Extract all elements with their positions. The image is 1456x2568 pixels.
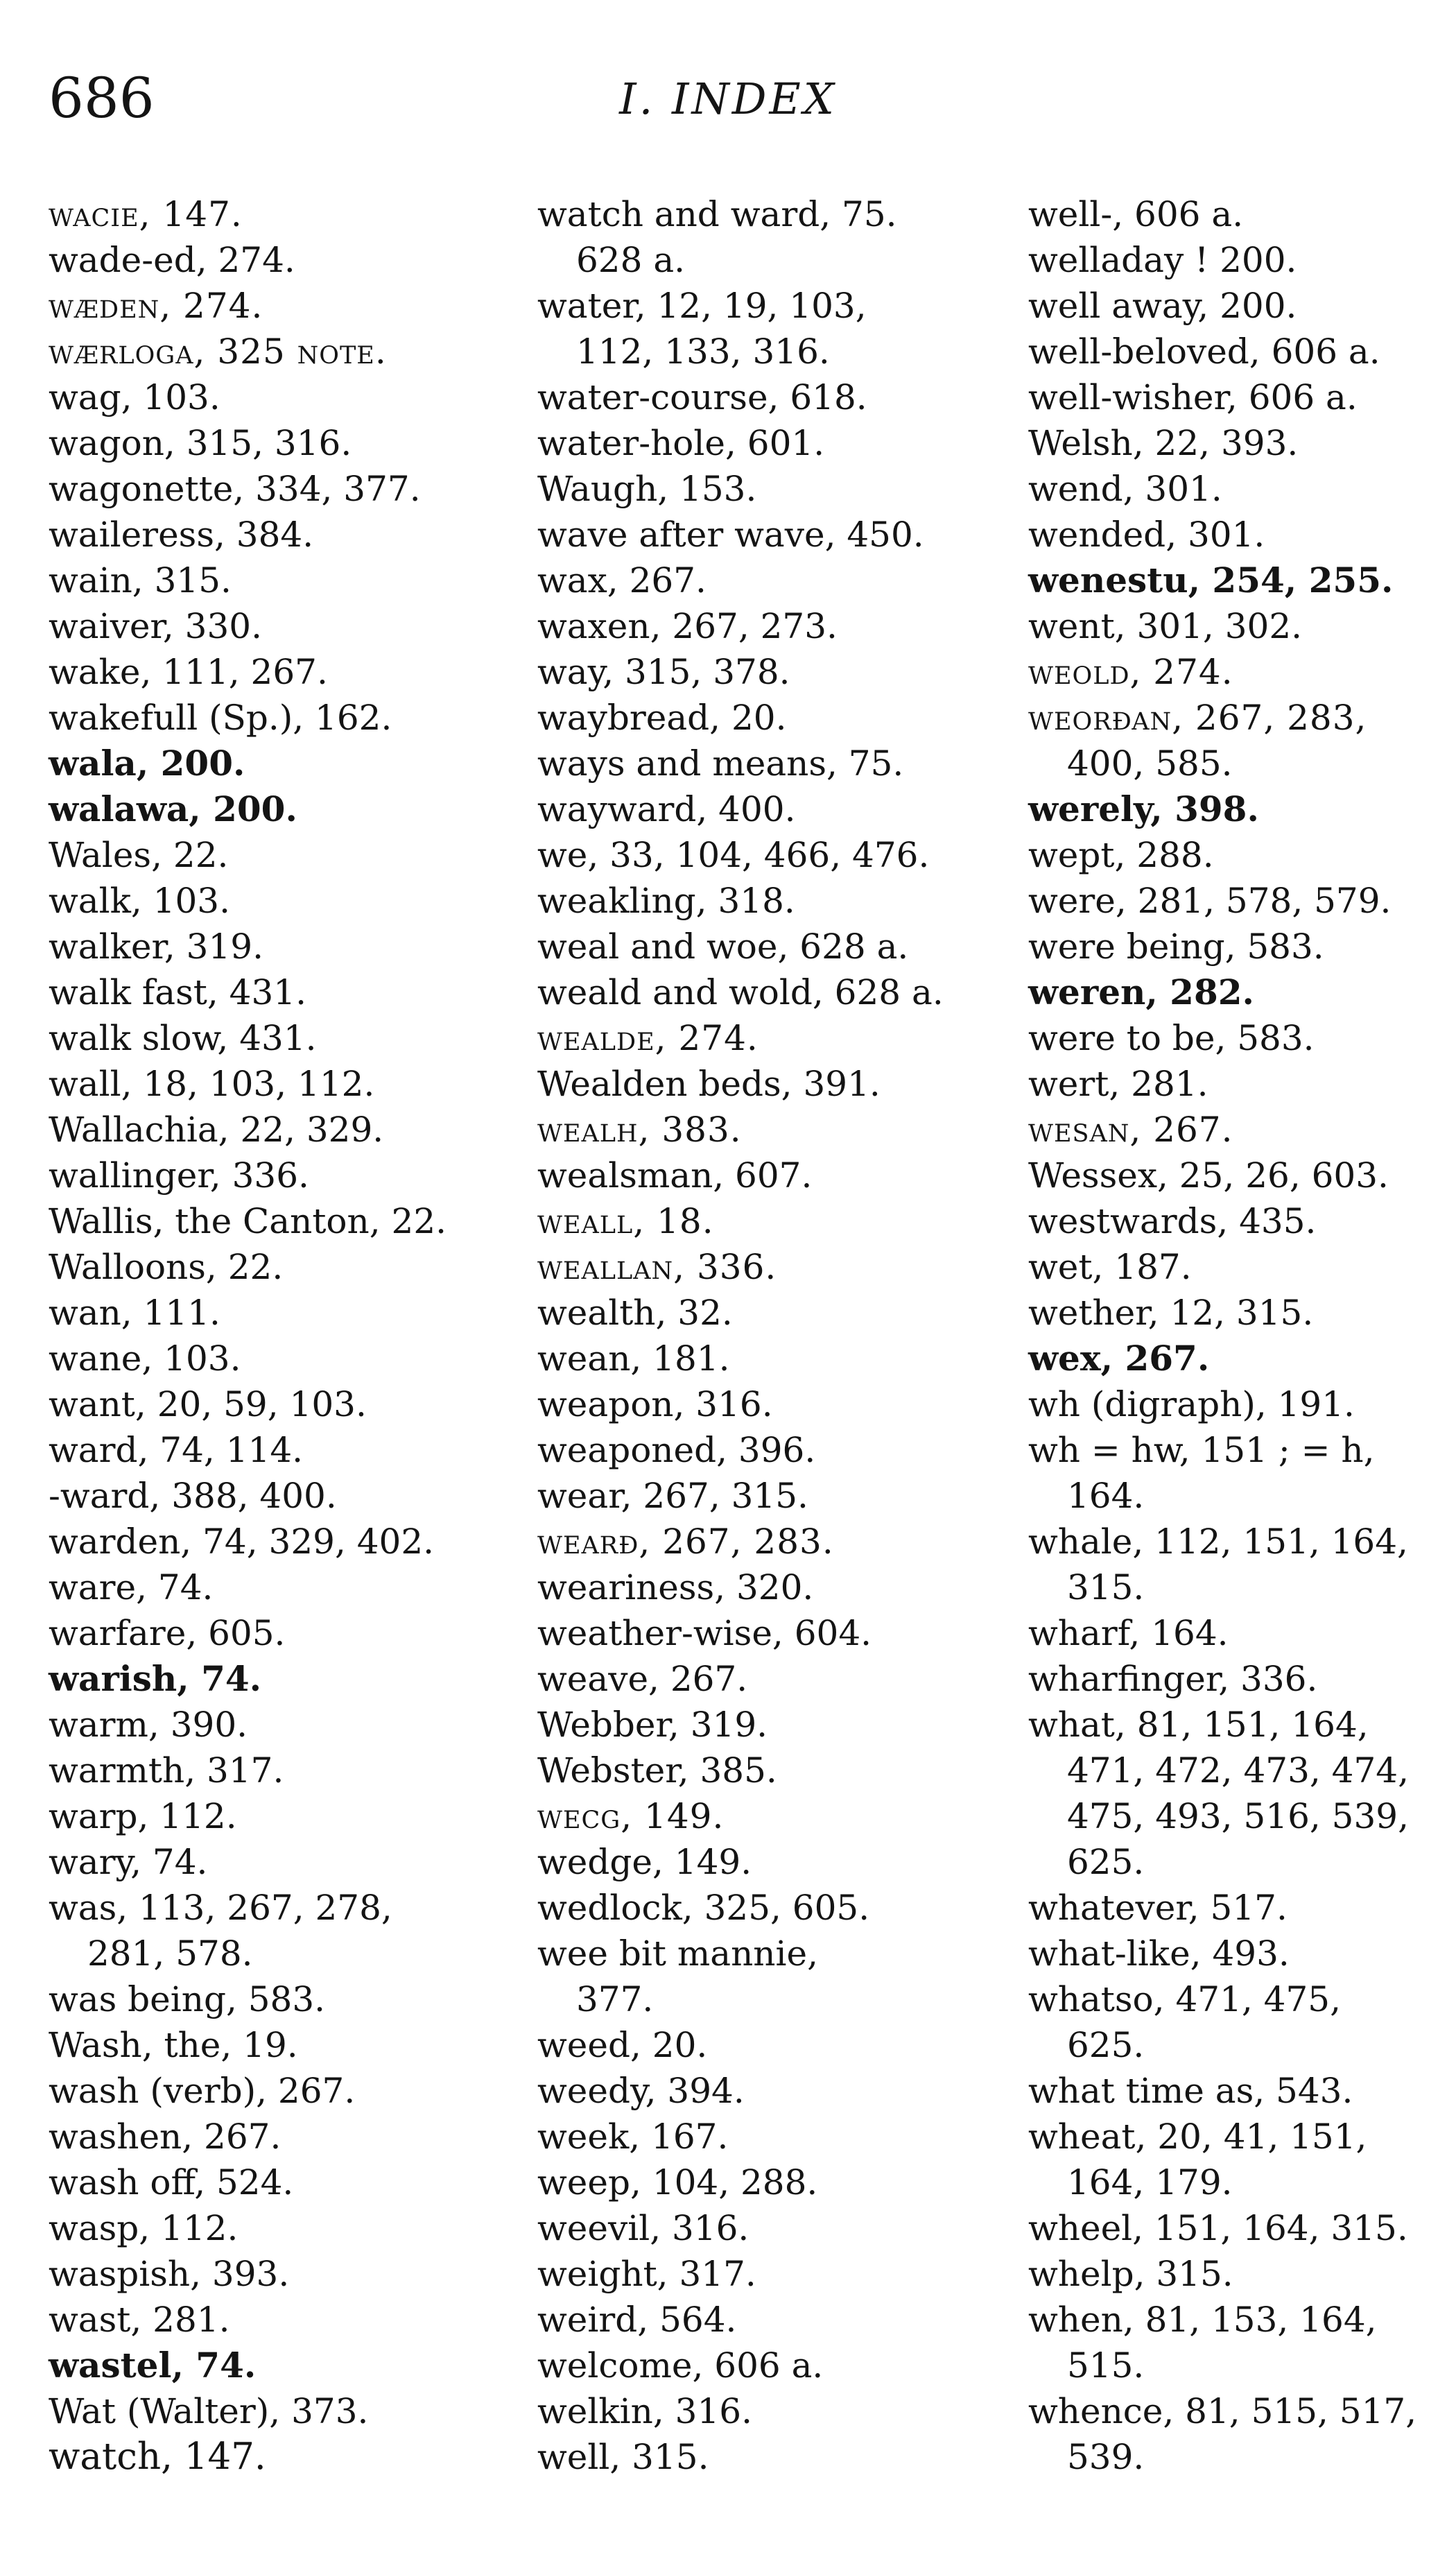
index-entry: weather-wise, 604. (537, 1613, 872, 1653)
index-entry: well-beloved, 606 a. (1028, 331, 1380, 372)
index-column-2 (537, 191, 944, 2480)
index-entry: walk slow, 431. (49, 1018, 317, 1058)
index-entry: weevil, 316. (537, 2208, 749, 2248)
index-entry-continuation: 112, 133, 316. (576, 331, 830, 372)
index-entry: Wealden beds, 391. (537, 1064, 881, 1104)
index-entry: weorðan, 267, 283, (1028, 698, 1367, 738)
index-entry: whale, 112, 151, 164, (1028, 1522, 1408, 1562)
index-entry: water, 12, 19, 103, (537, 286, 867, 326)
index-entry-continuation: 377. (576, 1979, 654, 2019)
index-entry: Wat (Walter), 373. (49, 2391, 369, 2431)
index-entry: walk, 103. (49, 881, 231, 921)
index-entry: ward, 74, 114. (49, 1430, 304, 1470)
index-entry: weight, 317. (537, 2254, 756, 2294)
index-entry: water-hole, 601. (537, 423, 825, 463)
index-entry: wee bit mannie, (537, 1933, 818, 1974)
index-entry: wasp, 112. (49, 2208, 239, 2248)
index-entry-continuation: 625. (1067, 1842, 1145, 1882)
index-entry: ways and means, 75. (537, 743, 904, 784)
index-entry: way, 315, 378. (537, 652, 790, 692)
index-entry: waiver, 330. (49, 606, 262, 646)
index-entry: weedy, 394. (537, 2071, 745, 2111)
index-entry: washen, 267. (49, 2117, 281, 2157)
index-entry: well, 315. (537, 2437, 709, 2477)
index-entry: wenestu, 254, 255. (1028, 560, 1394, 601)
index-entry: went, 301, 302. (1028, 606, 1303, 646)
index-entry: wacie, 147. (49, 194, 243, 234)
index-entry: warfare, 605. (49, 1613, 286, 1653)
index-entry: weall, 18. (537, 1201, 714, 1241)
index-entry: weep, 104, 288. (537, 2162, 818, 2203)
index-entry: weaponed, 396. (537, 1430, 816, 1470)
index-entry: wave after wave, 450. (537, 515, 924, 555)
index-entry: wærloga, 325 note. (49, 331, 387, 372)
index-entry: warp, 112. (49, 1796, 237, 1836)
index-entry: we, 33, 104, 466, 476. (537, 835, 930, 875)
index-entry: warish, 74. (49, 1658, 262, 1699)
index-entry: wesan, 267. (1028, 1110, 1233, 1150)
index-entry: walker, 319. (49, 927, 264, 967)
running-title: I. INDEX (619, 74, 837, 124)
index-entry: wecg, 149. (537, 1796, 725, 1836)
index-entry: were, 281, 578, 579. (1028, 881, 1392, 921)
index-entry: walawa, 200. (49, 789, 297, 829)
index-entry: what time as, 543. (1028, 2071, 1353, 2111)
index-entry: wash off, 524. (49, 2162, 294, 2203)
index-entry: waspish, 393. (49, 2254, 290, 2294)
index-entry-continuation: 471, 472, 473, 474, (1067, 1750, 1409, 1791)
index-entry: Webster, 385. (537, 1750, 777, 1791)
index-entry: weird, 564. (537, 2300, 737, 2340)
index-entry-continuation: 625. (1067, 2025, 1145, 2065)
index-entry: weapon, 316. (537, 1384, 773, 1424)
index-entry: Wales, 22. (49, 835, 229, 875)
index-entry: wend, 301. (1028, 469, 1222, 509)
index-entry: weed, 20. (537, 2025, 708, 2065)
index-entry: wealh, 383. (537, 1110, 742, 1150)
index-entry: well away, 200. (1028, 286, 1297, 326)
index-entry: warmth, 317. (49, 1750, 284, 1791)
index-entry: Webber, 319. (537, 1705, 768, 1745)
index-entry: waxen, 267, 273. (537, 606, 838, 646)
index-column-3 (1028, 191, 1416, 2480)
index-entry: wan, 111. (49, 1293, 220, 1333)
index-entry: wastel, 74. (49, 2345, 257, 2386)
index-entry: waybread, 20. (537, 698, 787, 738)
index-entry: wealde, 274. (537, 1018, 759, 1058)
index-entry: werely, 398. (1028, 789, 1259, 829)
index-entry-continuation: 628 a. (576, 240, 686, 280)
index-entry: wakefull (Sp.), 162. (49, 698, 392, 738)
index-entry: wagon, 315, 316. (49, 423, 352, 463)
index-entry: warden, 74, 329, 402. (49, 1522, 435, 1562)
index-entry: wept, 288. (1028, 835, 1214, 875)
index-entry: wean, 181. (537, 1338, 730, 1379)
index-entry-continuation: 400, 585. (1067, 743, 1233, 784)
index-entry: well-wisher, 606 a. (1028, 377, 1358, 417)
index-entry: wended, 301. (1028, 515, 1265, 555)
index-entry: weakling, 318. (537, 881, 795, 921)
index-entry: welcome, 606 a. (537, 2345, 824, 2386)
index-entry: wex, 267. (1028, 1338, 1210, 1379)
index-entry: were to be, 583. (1028, 1018, 1315, 1058)
index-entry: whatever, 517. (1028, 1888, 1288, 1928)
index-entry: wearð, 267, 283. (537, 1522, 834, 1562)
index-entry: water-course, 618. (537, 377, 867, 417)
index-entry: wert, 281. (1028, 1064, 1208, 1104)
index-entry: wast, 281. (49, 2300, 230, 2340)
index-entry: was being, 583. (49, 1979, 326, 2019)
index-entry: well-, 606 a. (1028, 194, 1244, 234)
index-entry: welkin, 316. (537, 2391, 752, 2431)
index-entry: wh = hw, 151 ; = h, (1028, 1430, 1375, 1470)
index-entry: whelp, 315. (1028, 2254, 1233, 2294)
index-entry: watch and ward, 75. (537, 194, 897, 234)
index-entry: weave, 267. (537, 1659, 748, 1699)
index-entry: Wallis, the Canton, 22. (49, 1201, 447, 1241)
index-entry-continuation: 475, 493, 516, 539, (1067, 1796, 1409, 1836)
index-entry: welladay ! 200. (1028, 240, 1297, 280)
index-entry: wala, 200. (49, 743, 245, 784)
index-entry: wether, 12, 315. (1028, 1293, 1314, 1333)
index-entry: weren, 282. (1028, 972, 1254, 1012)
index-entry-continuation: 281, 578. (87, 1933, 253, 1974)
index-entry: weariness, 320. (537, 1567, 814, 1608)
index-entry: wedlock, 325, 605. (537, 1888, 870, 1928)
index-entry: wax, 267. (537, 560, 707, 601)
index-entry: want, 20, 59, 103. (49, 1384, 367, 1424)
index-entry: whence, 81, 515, 517, (1028, 2391, 1417, 2431)
index-entry: wealsman, 607. (537, 1155, 813, 1196)
index-entry: week, 167. (537, 2117, 729, 2157)
index-entry: weallan, 336. (537, 1247, 777, 1287)
index-entry: wake, 111, 267. (49, 652, 328, 692)
index-entry: wealth, 32. (537, 1293, 733, 1333)
index-entry: wear, 267, 315. (537, 1476, 808, 1516)
index-entry-continuation: 315. (1067, 1567, 1145, 1608)
index-entry: wheel, 151, 164, 315. (1028, 2208, 1408, 2248)
index-entry: wedge, 149. (537, 1842, 752, 1882)
index-entry: weold, 274. (1028, 652, 1233, 692)
index-entry: wet, 187. (1028, 1247, 1192, 1287)
index-entry-continuation: 539. (1067, 2437, 1145, 2477)
index-entry: warm, 390. (49, 1705, 248, 1745)
index-entry: what-like, 493. (1028, 1933, 1290, 1974)
index-entry: Walloons, 22. (49, 1247, 284, 1287)
index-entry: walk fast, 431. (49, 972, 306, 1012)
index-entry: wary, 74. (49, 1842, 208, 1882)
index-entry: was, 113, 267, 278, (49, 1888, 392, 1928)
index-entry: wagonette, 334, 377. (49, 469, 421, 509)
index-entry: wh (digraph), 191. (1028, 1384, 1355, 1424)
index-entry-continuation: 164, 179. (1067, 2162, 1233, 2203)
index-entry: wain, 315. (49, 560, 232, 601)
index-entry: weal and woe, 628 a. (537, 927, 909, 967)
page-number: 686 (49, 66, 155, 130)
index-entry: weald and wold, 628 a. (537, 972, 944, 1012)
index-entry: what, 81, 151, 164, (1028, 1705, 1369, 1745)
index-entry: wall, 18, 103, 112. (49, 1064, 375, 1104)
index-entry: Wessex, 25, 26, 603. (1028, 1155, 1389, 1196)
index-entry-continuation: 515. (1067, 2345, 1145, 2386)
index-entry: wharf, 164. (1028, 1613, 1229, 1653)
index-entry: wag, 103. (49, 377, 220, 417)
index-entry: wash (verb), 267. (49, 2071, 356, 2111)
index-entry: wæden, 274. (49, 286, 263, 326)
index-entry: whatso, 471, 475, (1028, 1979, 1342, 2019)
index-entry: wayward, 400. (537, 789, 796, 829)
index-entry: wheat, 20, 41, 151, (1028, 2117, 1367, 2157)
index-entry: ware, 74. (49, 1567, 214, 1608)
index-entry: watch, 147. (49, 2436, 266, 2478)
index-entry: Wallachia, 22, 329. (49, 1110, 384, 1150)
index-entry: were being, 583. (1028, 927, 1324, 967)
index-entry: Waugh, 153. (537, 469, 757, 509)
index-entry: when, 81, 153, 164, (1028, 2300, 1377, 2340)
index-entry: wharfinger, 336. (1028, 1659, 1318, 1699)
index-entry: waileress, 384. (49, 515, 314, 555)
index-entry: wade-ed, 274. (49, 240, 295, 280)
index-entry: -ward, 388, 400. (49, 1476, 337, 1516)
index-entry: wallinger, 336. (49, 1155, 309, 1196)
index-entry: Wash, the, 19. (49, 2025, 298, 2065)
index-entry-continuation: 164. (1067, 1476, 1145, 1516)
index-entry: Welsh, 22, 393. (1028, 423, 1299, 463)
index-entry: wane, 103. (49, 1338, 241, 1379)
index-column-1 (49, 191, 447, 2480)
index-entry: westwards, 435. (1028, 1201, 1317, 1241)
